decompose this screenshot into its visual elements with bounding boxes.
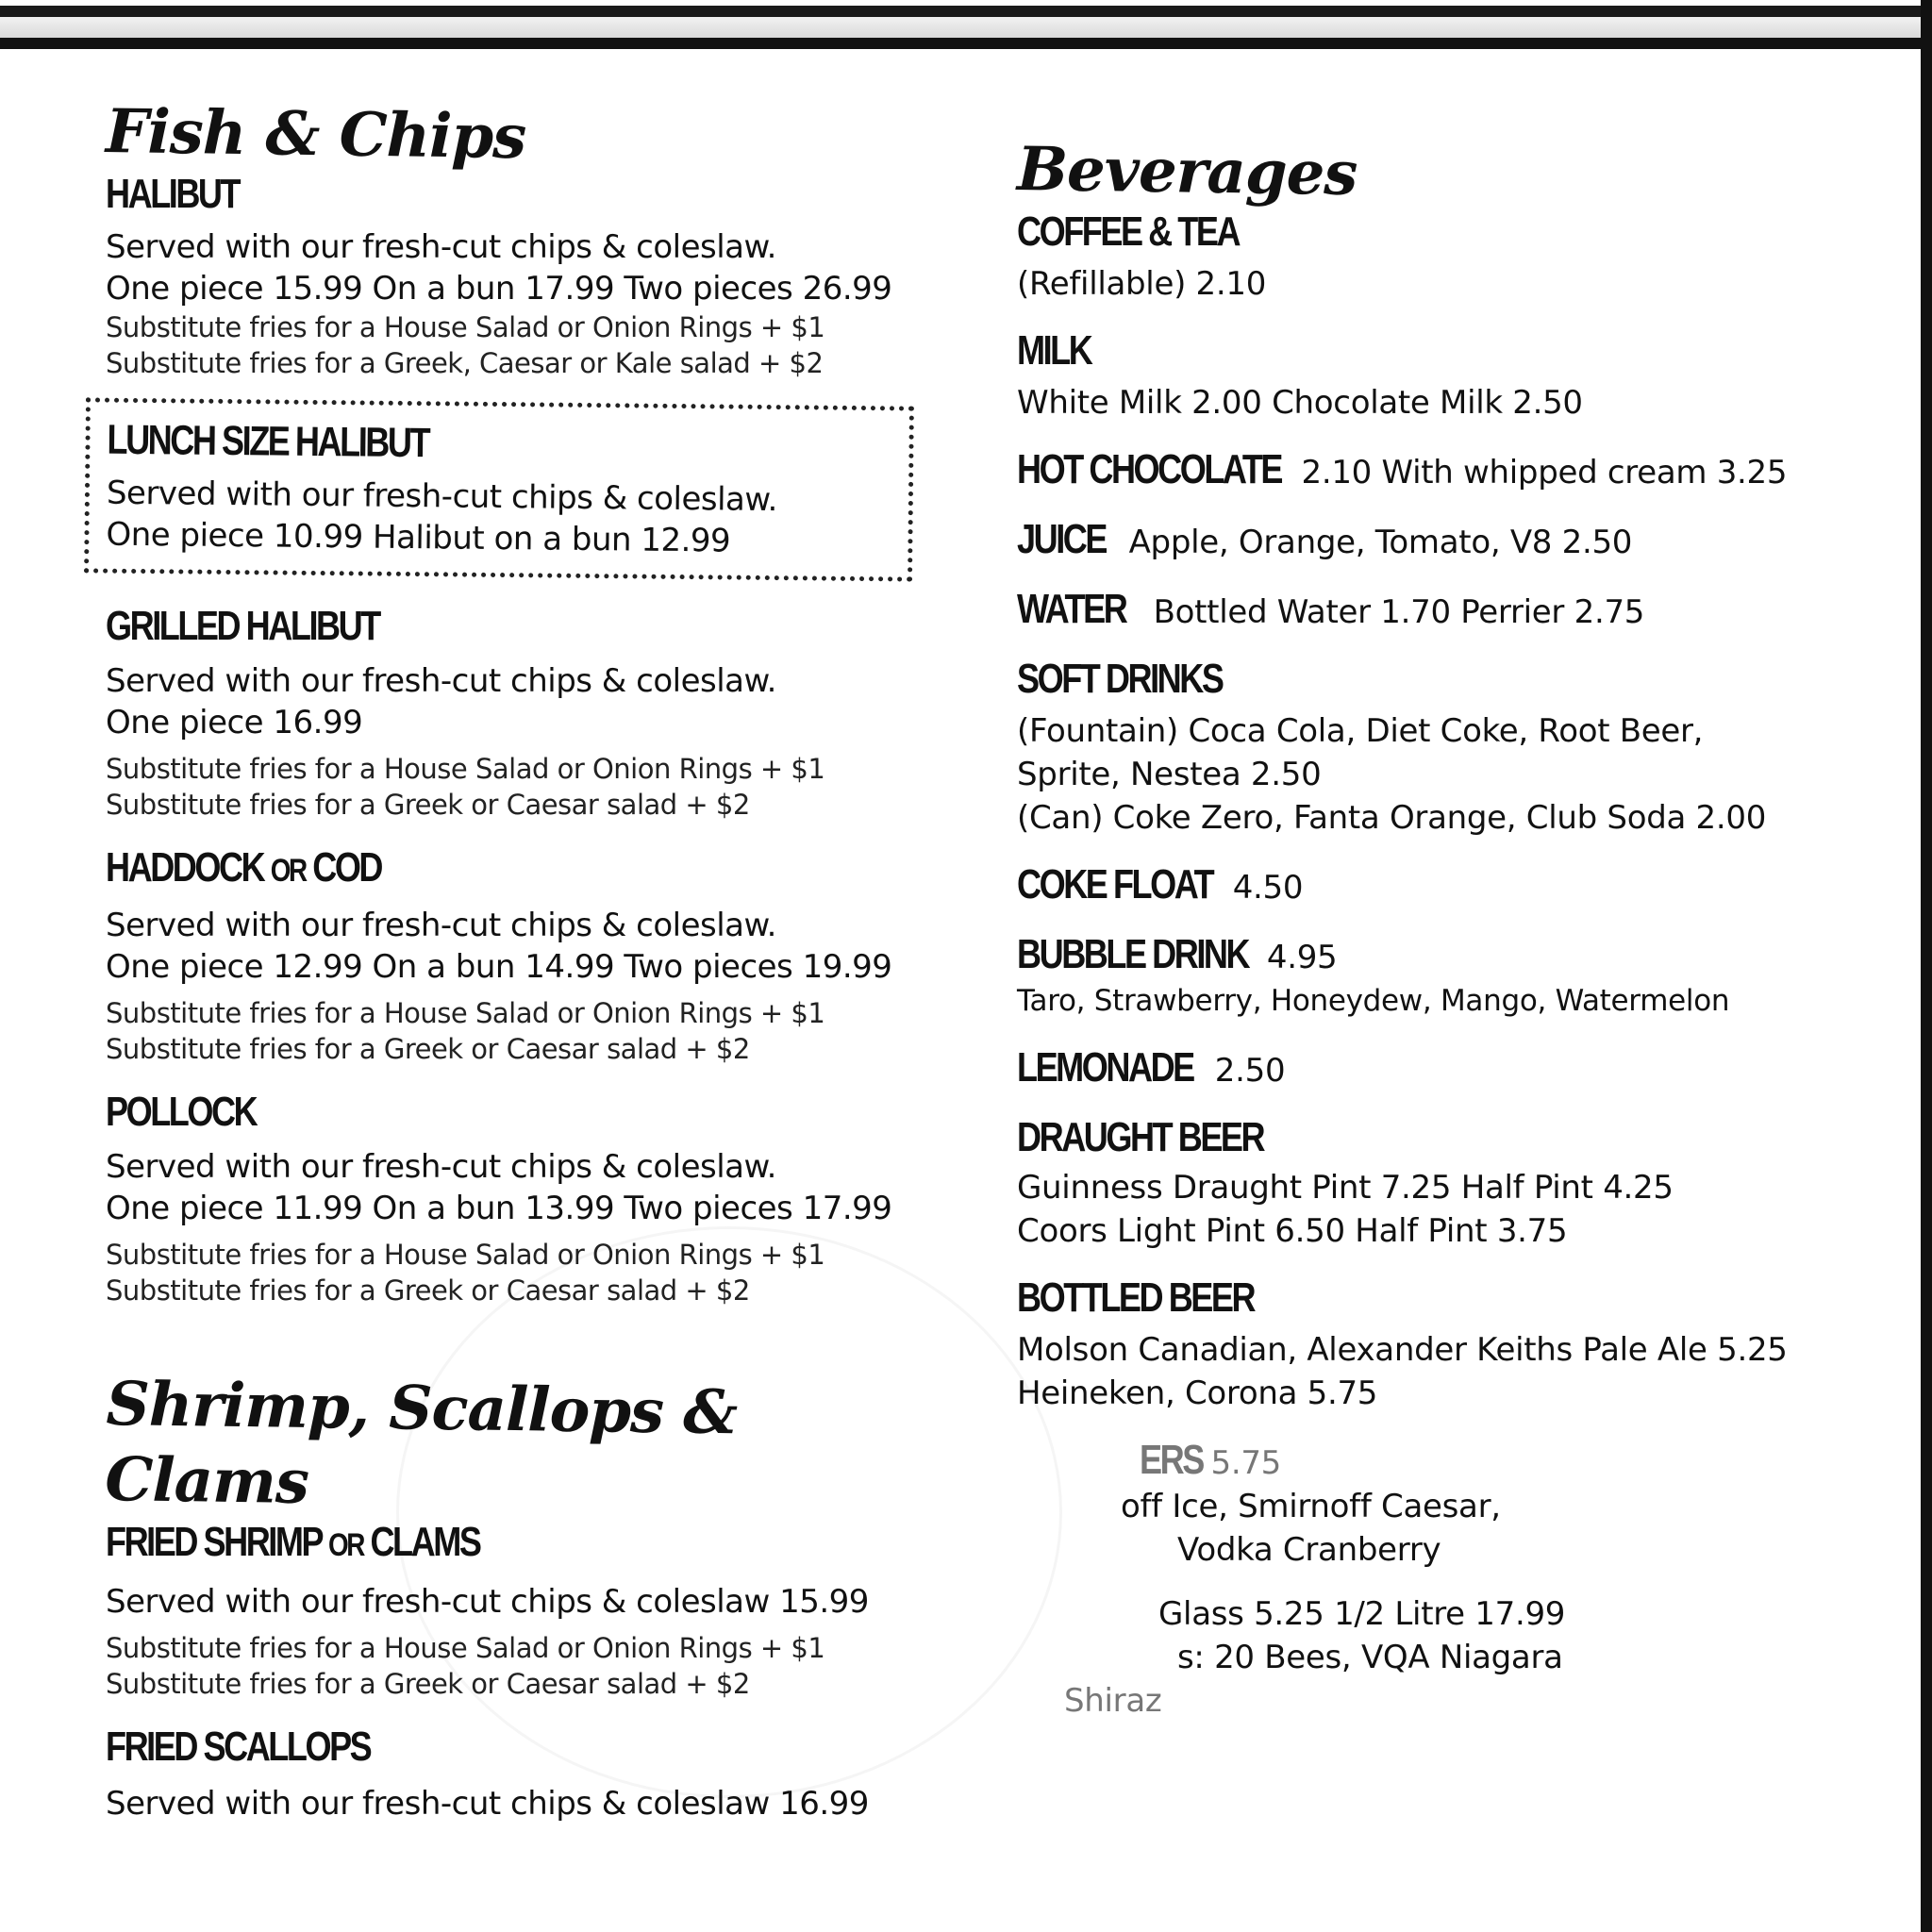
item-description: (Fountain) Coca Cola, Diet Coke, Root Beer,	[1017, 712, 1704, 750]
item-description: (Refillable) 2.10	[1017, 265, 1267, 303]
item-prices: One piece 10.99 Halibut on a bun 12.99	[106, 515, 731, 560]
fried-scallops-item	[106, 1723, 955, 1824]
item-name: GRILLED HALIBUT	[106, 603, 379, 649]
item-description: Bottled Water 1.70 Perrier 2.75	[1153, 593, 1645, 631]
item-name-part: HADDOCK	[106, 844, 264, 891]
substitute-note: Substitute fries for a Greek or Caesar salad + $2	[106, 1668, 750, 1700]
pollock-item	[106, 1088, 955, 1308]
item-prices: One piece 12.99 On a bun 14.99 Two pieces 19.99	[106, 948, 892, 986]
item-name	[106, 1518, 802, 1570]
item-description: White Milk 2.00 Chocolate Milk 2.50	[1017, 384, 1583, 422]
right-edge	[1921, 0, 1932, 1932]
item-name: POLLOCK	[106, 1089, 257, 1135]
beverages-title: Beverages	[1016, 134, 1357, 210]
item-description: Shiraz	[1064, 1682, 1162, 1720]
soft-drinks-item	[1017, 655, 1894, 840]
item-name: DRAUGHT BEER	[1017, 1114, 1264, 1160]
shrimp-scallops-clams-title: Shrimp, Scallops & Clams	[104, 1369, 738, 1519]
item-name: HOT CHOCOLATE	[1017, 446, 1282, 492]
item-description: Taro, Strawberry, Honeydew, Mango, Watermelon	[1017, 984, 1730, 1018]
item-name-or: OR	[270, 853, 306, 889]
item-prices: One piece 15.99 On a bun 17.99 Two pieces 26.99	[106, 270, 892, 308]
milk-item	[1017, 326, 1894, 425]
substitute-note: Substitute fries for a House Salad or Onion Rings + $1	[106, 311, 825, 343]
item-name: BUBBLE DRINK	[1017, 931, 1249, 977]
grilled-halibut-item	[106, 602, 955, 823]
item-description: Served with our fresh-cut chips & coleslaw.	[106, 474, 778, 520]
coffee-tea-item	[1017, 208, 1894, 306]
item-description: Guinness Draught Pint 7.25 Half Pint 4.25	[1017, 1169, 1674, 1207]
juice-item	[1017, 515, 1894, 564]
item-description: Coors Light Pint 6.50 Half Pint 3.75	[1017, 1212, 1568, 1250]
fish-and-chips-title: Fish & Chips	[105, 96, 526, 174]
item-description: s: 20 Bees, VQA Niagara	[1177, 1639, 1563, 1676]
item-price: 4.50	[1232, 869, 1304, 907]
item-name	[106, 843, 802, 895]
substitute-note: Substitute fries for a Greek or Caesar salad + $2	[106, 1033, 750, 1065]
item-name-part: COD	[312, 844, 382, 891]
halibut-item	[106, 170, 955, 381]
item-description: Apple, Orange, Tomato, V8 2.50	[1128, 524, 1633, 561]
item-description: (Can) Coke Zero, Fanta Orange, Club Soda 2.00	[1017, 799, 1767, 837]
bottled-beer-item	[1017, 1274, 1894, 1415]
fish-column	[106, 94, 955, 1845]
lemonade-item	[1017, 1043, 1894, 1092]
coolers-item	[1017, 1436, 1894, 1572]
item-name: COFFEE & TEA	[1017, 208, 1240, 255]
item-name: LUNCH SIZE HALIBUT	[107, 416, 429, 467]
item-description: Heineken, Corona 5.75	[1017, 1374, 1378, 1412]
top-border	[0, 0, 1932, 49]
item-description: 2.10 With whipped cream 3.25	[1301, 454, 1788, 491]
beverages-column	[1017, 132, 1894, 1743]
wine-item	[1017, 1592, 1894, 1723]
item-name: SOFT DRINKS	[1017, 656, 1223, 702]
item-description: Vodka Cranberry	[1177, 1531, 1441, 1569]
item-description: Molson Canadian, Alexander Keiths Pale Ale 5.25	[1017, 1331, 1788, 1369]
bubble-drink-item	[1017, 930, 1894, 1023]
substitute-note: Substitute fries for a Greek or Caesar salad + $2	[106, 1274, 750, 1307]
fried-shrimp-or-clams-item	[106, 1518, 955, 1702]
item-name: COKE FLOAT	[1017, 861, 1213, 908]
item-prices: One piece 16.99	[106, 704, 363, 741]
item-description: Served with our fresh-cut chips & coleslaw 15.99	[106, 1583, 869, 1621]
substitute-note: Substitute fries for a Greek, Caesar or Kale salad + $2	[106, 347, 824, 379]
haddock-or-cod-item	[106, 843, 955, 1067]
item-prices: One piece 11.99 On a bun 13.99 Two pieces 17.99	[106, 1190, 892, 1227]
item-name: ERS	[1140, 1437, 1203, 1483]
item-name: HALIBUT	[106, 171, 240, 217]
item-description: Glass 5.25 1/2 Litre 17.99	[1158, 1595, 1566, 1633]
item-name: BOTTLED BEER	[1017, 1274, 1255, 1321]
item-description: Served with our fresh-cut chips & coleslaw.	[106, 907, 776, 944]
item-price: 2.50	[1214, 1052, 1286, 1090]
item-name-or: OR	[327, 1527, 363, 1563]
lunch-size-halibut-box	[84, 397, 914, 581]
substitute-note: Substitute fries for a House Salad or Onion Rings + $1	[106, 997, 825, 1029]
item-description: Served with our fresh-cut chips & coleslaw.	[106, 228, 776, 266]
item-description: Served with our fresh-cut chips & coleslaw.	[106, 662, 776, 700]
item-description: Sprite, Nestea 2.50	[1017, 756, 1322, 793]
draught-beer-item	[1017, 1113, 1894, 1253]
item-price: 4.95	[1266, 939, 1338, 976]
item-name: FRIED SCALLOPS	[106, 1724, 371, 1770]
item-description: off Ice, Smirnoff Caesar,	[1121, 1488, 1501, 1525]
water-item	[1017, 585, 1894, 634]
item-name-part: FRIED SHRIMP	[106, 1519, 322, 1565]
coke-float-item	[1017, 860, 1894, 909]
substitute-note: Substitute fries for a House Salad or Onion Rings + $1	[106, 753, 825, 785]
item-name: JUICE	[1017, 516, 1106, 562]
item-price: 5.75	[1210, 1444, 1281, 1482]
item-description: Served with our fresh-cut chips & coleslaw 16.99	[106, 1785, 869, 1823]
item-name: LEMONADE	[1017, 1044, 1193, 1091]
substitute-note: Substitute fries for a House Salad or Onion Rings + $1	[106, 1239, 825, 1271]
item-name: MILK	[1017, 327, 1091, 374]
substitute-note: Substitute fries for a Greek or Caesar salad + $2	[106, 789, 750, 821]
item-name-part: CLAMS	[370, 1519, 480, 1565]
hot-chocolate-item	[1017, 445, 1894, 494]
item-name: WATER	[1017, 586, 1126, 632]
substitute-note: Substitute fries for a House Salad or Onion Rings + $1	[106, 1632, 825, 1664]
item-description: Served with our fresh-cut chips & coleslaw.	[106, 1148, 776, 1186]
